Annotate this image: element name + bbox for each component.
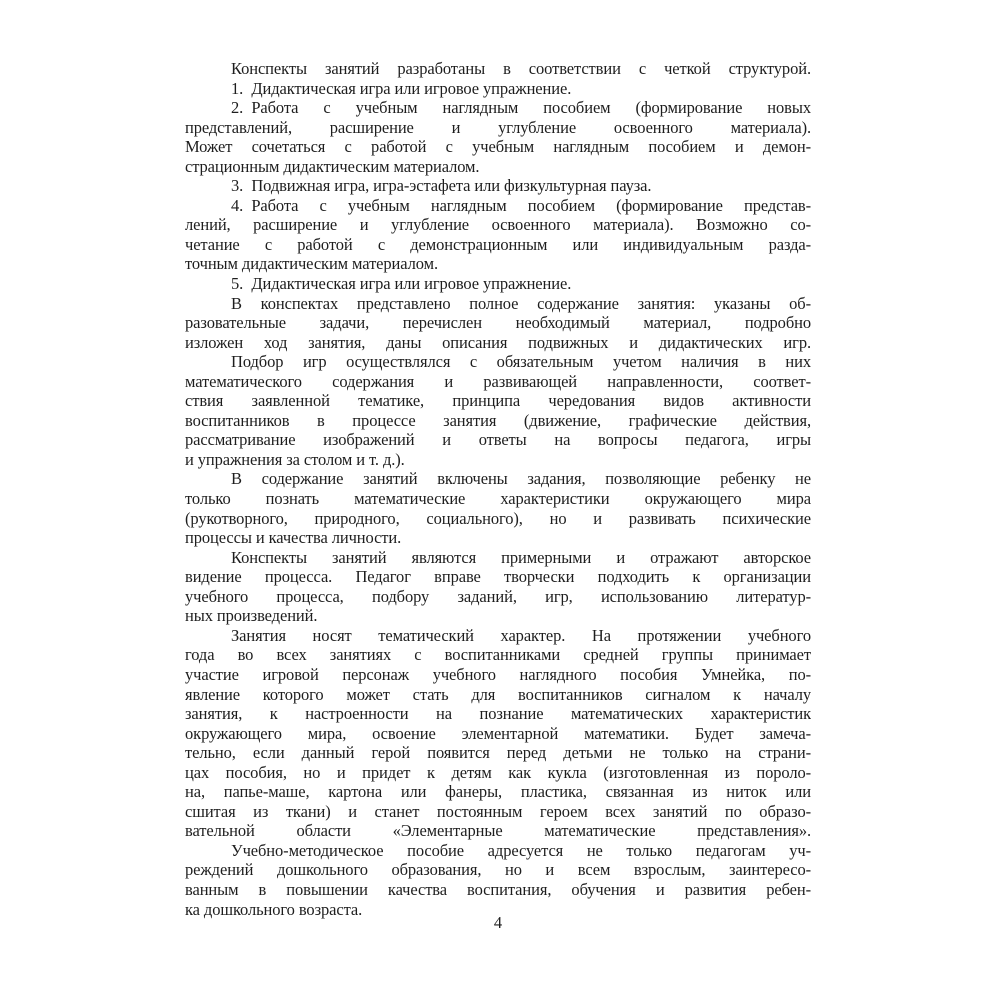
text-line: явление которого может стать для воспитанников сигналом к началу (185, 684, 811, 704)
text-line: учебного процесса, подбору заданий, игр, использованию литератур- (185, 586, 811, 606)
text-line: рассматривание изображений и ответы на вопросы педагога, игры (185, 430, 811, 450)
paragraph (185, 294, 811, 353)
text-line: участие игровой персонаж учебного наглядного пособия Умнейка, по- (185, 664, 811, 684)
text-line: тельно, если данный герой появится перед детьми не только на страни- (185, 743, 811, 763)
text-line: 1. Дидактическая игра или игровое упражнение. (231, 78, 572, 98)
paragraph (185, 841, 811, 919)
paragraph (185, 626, 811, 841)
text-line: Подбор игр осуществлялся с обязательным учетом наличия в них (231, 352, 811, 372)
paragraph (185, 469, 811, 547)
text-line: изложен ход занятия, даны описания подвижных и дидактических игр. (185, 332, 811, 352)
text-line: ванным в повышении качества воспитания, обучения и развития ребен- (185, 879, 811, 899)
text-line: 4. Работа с учебным наглядным пособием (формирование представ- (231, 195, 811, 215)
text-line: представлений, расширение и углубление освоенного материала). (185, 117, 811, 137)
text-line: занятия, к настроенности на познание математических характеристик (185, 704, 811, 724)
text-line: Конспекты занятий разработаны в соответствии с четкой структурой. (231, 59, 811, 78)
text-block (185, 59, 811, 919)
text-line: на, папье-маше, картона или фанеры, пластика, связанная из ниток или (185, 782, 811, 802)
paragraph (185, 274, 811, 294)
paragraph (185, 59, 811, 79)
text-line: 2. Работа с учебным наглядным пособием (формирование новых (231, 98, 811, 118)
text-line: страционным дидактическим материалом. (185, 156, 480, 176)
text-line: четание с работой с демонстрационным или индивидуальным разда- (185, 234, 811, 254)
text-line: Конспекты занятий являются примерными и отражают авторское (231, 547, 811, 567)
text-line: ка дошкольного возраста. (185, 899, 363, 919)
text-line: цах пособия, но и придет к детям как кукла (изготовленная из пороло- (185, 762, 811, 782)
text-line: Может сочетаться с работой с учебным наглядным пособием и демон- (185, 137, 811, 157)
text-line: видение процесса. Педагог вправе творчески подходить к организации (185, 567, 811, 587)
paragraph (185, 352, 811, 469)
text-line: сшитая из ткани) и станет постоянным героем всех занятий по образо- (185, 801, 811, 821)
text-line: ствия заявленной тематике, принципа чередования видов активности (185, 391, 811, 411)
text-line: только познать математические характеристики окружающего мира (185, 489, 811, 509)
text-line: Учебно-методическое пособие адресуется не только педагогам уч- (231, 840, 811, 860)
text-line: процессы и качества личности. (185, 528, 402, 548)
paragraph (185, 548, 811, 626)
paragraph (185, 176, 811, 196)
text-line: ных произведений. (185, 606, 318, 626)
text-line: окружающего мира, освоение элементарной математики. Будет замеча- (185, 723, 811, 743)
paragraph (185, 196, 811, 274)
text-line: математического содержания и развивающей направленности, соответ- (185, 371, 811, 391)
text-line: 5. Дидактическая игра или игровое упражнение. (231, 274, 572, 294)
text-line: и упражнения за столом и т. д.). (185, 449, 405, 469)
text-line: разовательные задачи, перечислен необходимый материал, подробно (185, 313, 811, 333)
page-number: 4 (493, 913, 503, 932)
text-line: точным дидактическим материалом. (185, 254, 438, 274)
text-line: Занятия носят тематический характер. На протяжении учебного (231, 625, 811, 645)
paragraph (185, 98, 811, 176)
text-line: реждений дошкольного образования, но и всем взрослым, заинтересо- (185, 860, 811, 880)
text-line: воспитанников в процессе занятия (движение, графические действия, (185, 410, 811, 430)
paragraph (185, 79, 811, 99)
text-line: вательной области «Элементарные математические представления». (185, 821, 811, 841)
text-line: (рукотворного, природного, социального), но и развивать психические (185, 508, 811, 528)
text-line: лений, расширение и углубление освоенного материала). Возможно со- (185, 215, 811, 235)
text-line: 3. Подвижная игра, игра-эстафета или физкультурная пауза. (231, 176, 652, 196)
text-line: В конспектах представлено полное содержание занятия: указаны об- (231, 293, 811, 313)
text-line: В содержание занятий включены задания, позволяющие ребенку не (231, 469, 811, 489)
text-line: года во всех занятиях с воспитанниками средней группы принимает (185, 645, 811, 665)
